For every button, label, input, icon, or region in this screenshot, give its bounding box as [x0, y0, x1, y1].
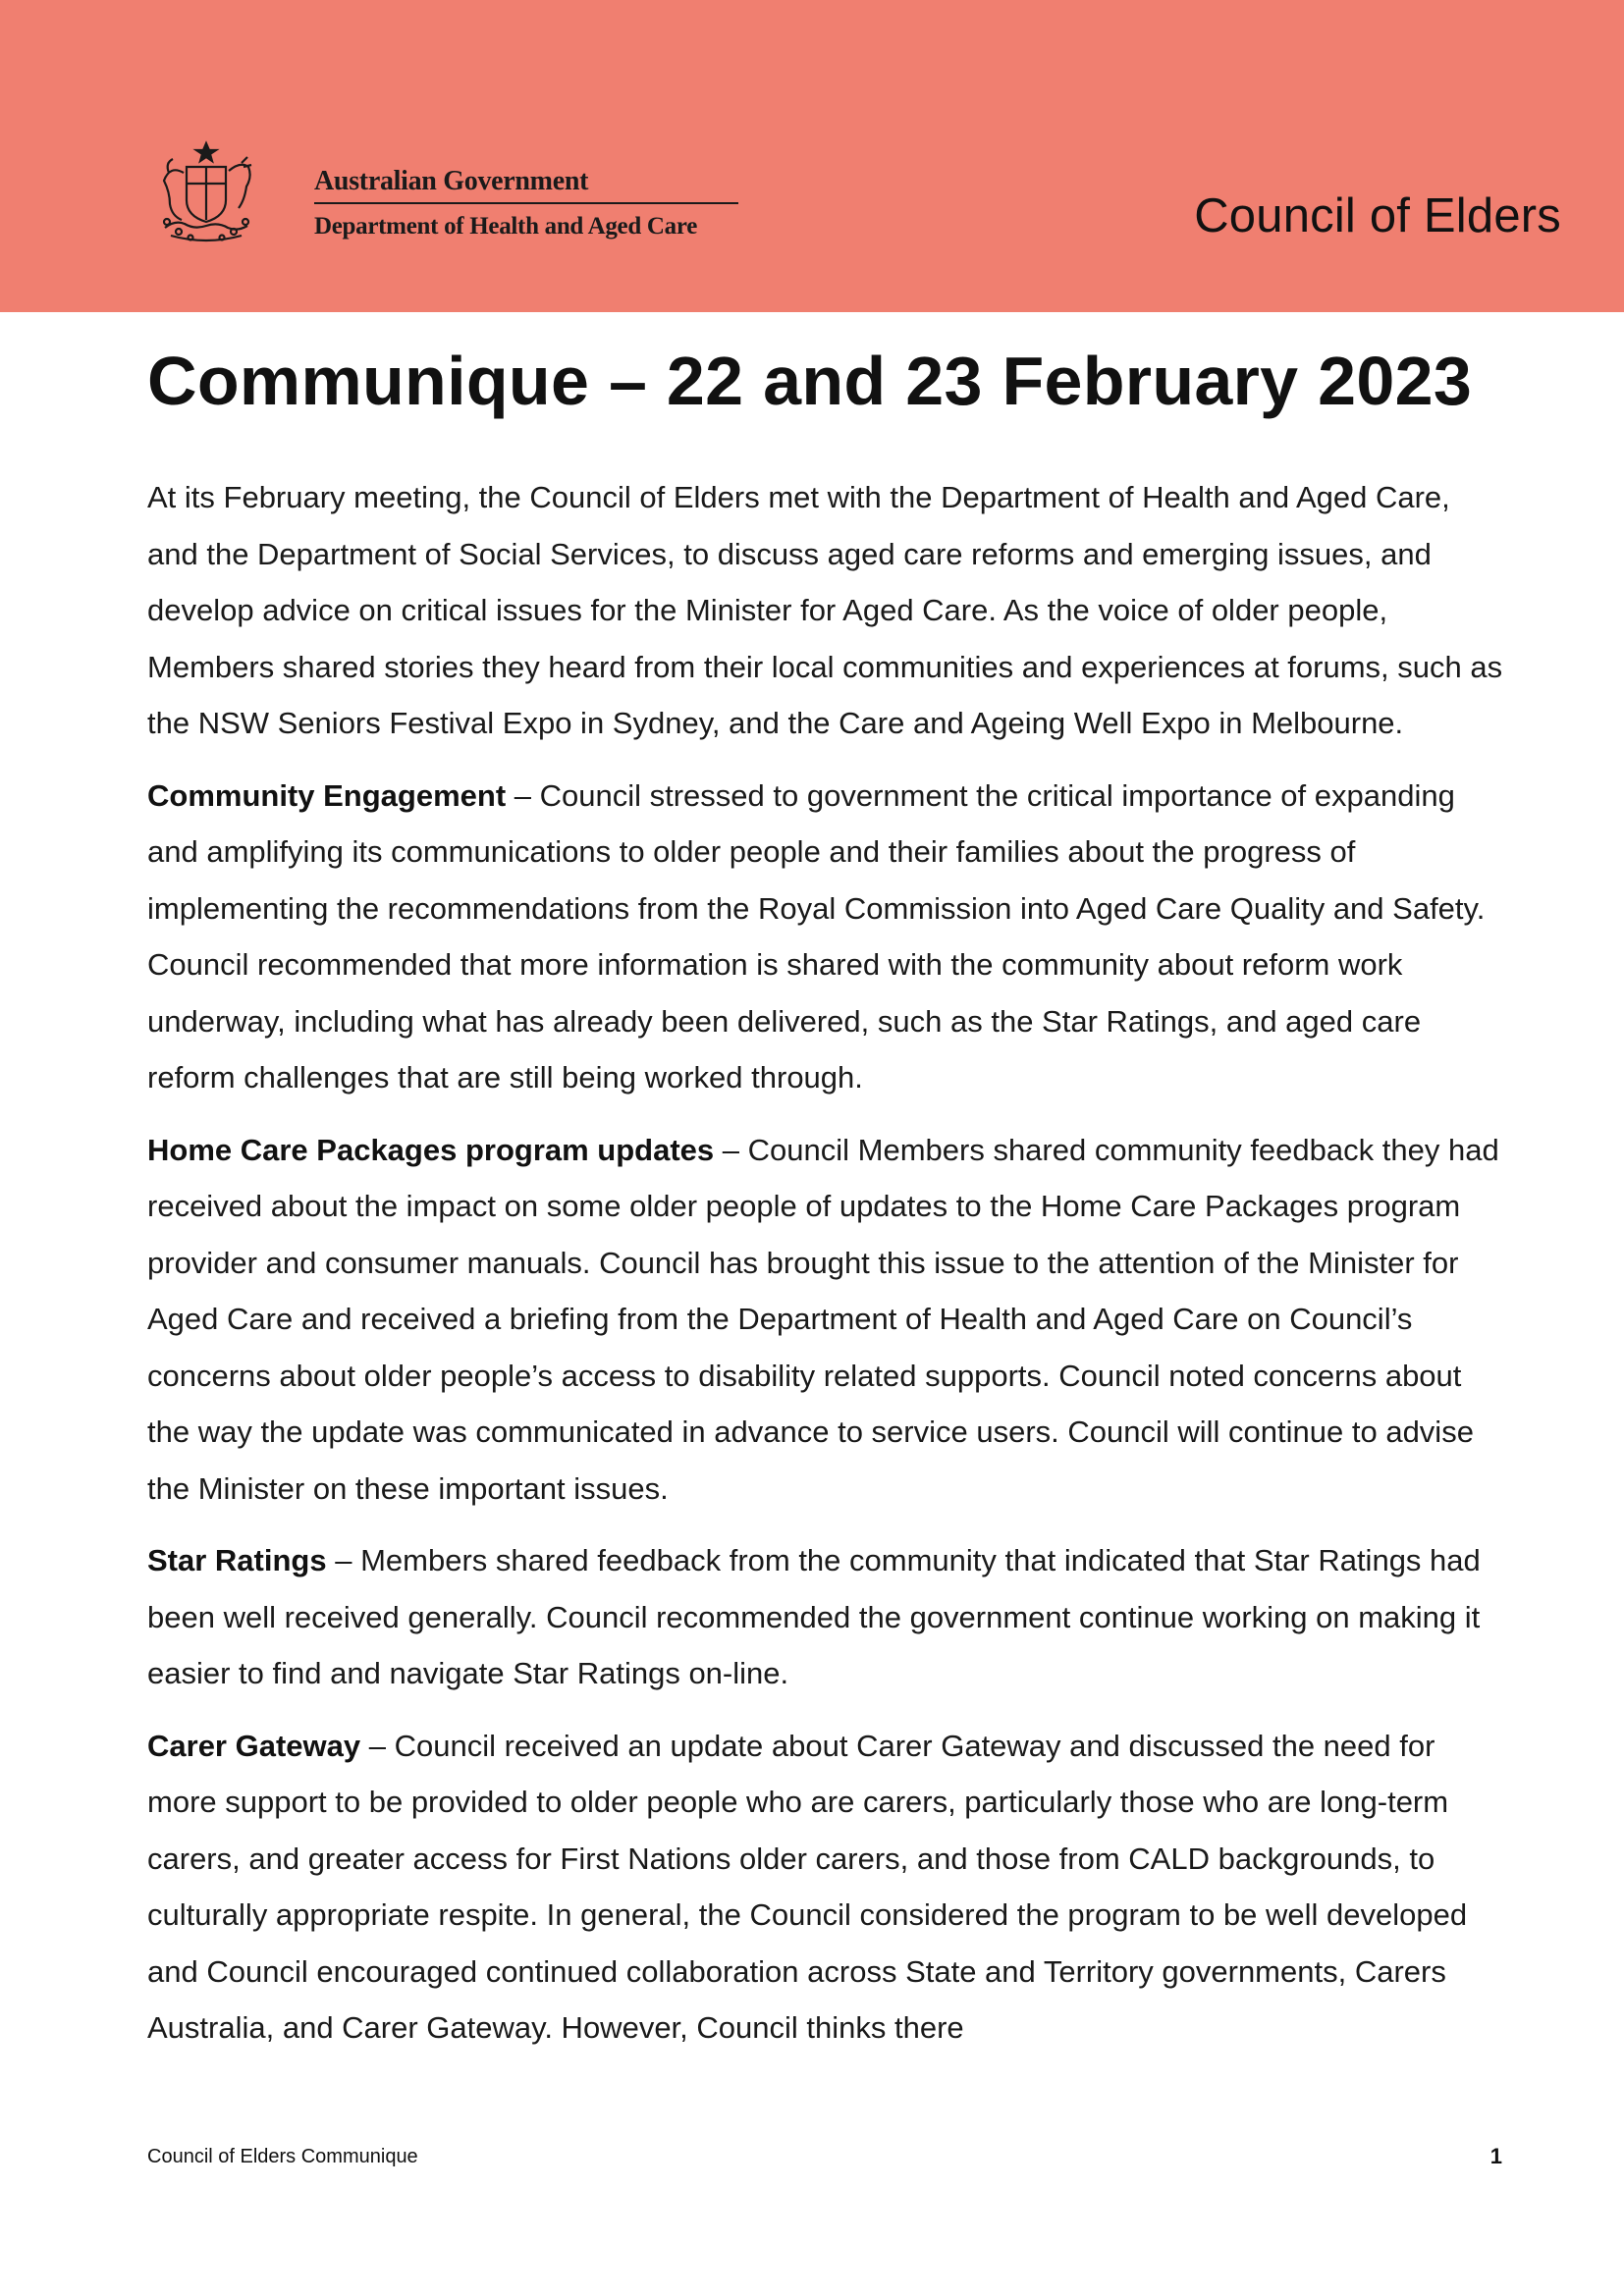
- government-name: Australian Government: [314, 166, 589, 196]
- section-carer-gateway: [147, 1718, 1507, 2056]
- section-heading: Star Ratings: [147, 1543, 327, 1577]
- header-banner: [0, 0, 1624, 312]
- section-text: – Members shared feedback from the community that indicated that Star Ratings had been well received generally. Council recommended the government continue working on making it easier to find and navigate Star Ratings on-line.: [147, 1543, 1481, 1690]
- section-star-ratings: [147, 1532, 1507, 1702]
- section-text: – Council Members shared community feedback they had received about the impact on some older people of updates to the Home Care Packages program provider and consumer manuals. Council has brought this issue to the attention of the Minister for Aged Care and received a briefing from the Department of Health and Aged Care on Council’s concerns about older people’s access to disability related supports. Council noted concerns about the way the update was communicated in advance to service users. Council will continue to advise the Minister on these important issues.: [147, 1132, 1499, 1506]
- intro-paragraph: At its February meeting, the Council of Elders met with the Department of Health and Aged Care, and the Department of Social Services, to discuss aged care reforms and emerging issues, and develop advice on critical issues for the Minister for Aged Care. As the voice of older people, Members shared stories they heard from their local communities and experiences at forums, such as the NSW Seniors Festival Expo in Sydney, and the Care and Ageing Well Expo in Melbourne.: [147, 480, 1503, 740]
- section-home-care-packages: [147, 1122, 1507, 1518]
- page-number: 1: [1489, 2144, 1502, 2168]
- wordmark-divider: [314, 202, 738, 204]
- section-heading: Home Care Packages program updates: [147, 1132, 715, 1167]
- section-heading: Carer Gateway: [147, 1728, 361, 1763]
- document-title: Communique – 22 and 23 February 2023: [147, 343, 1473, 419]
- section-community-engagement: [147, 768, 1507, 1106]
- coat-of-arms-icon: [151, 137, 261, 247]
- department-name: Department of Health and Aged Care: [314, 213, 697, 240]
- section-heading: Community Engagement: [147, 777, 507, 813]
- section-text: – Council stressed to government the critical importance of expanding and amplifying its communications to older people and their families about the progress of implementing the recommendations from the Royal Commission into Aged Care Quality and Safety. Council recommended that more information is shared with the community about reform work underway, including what has already been delivered, such as the Star Ratings, and aged care reform challenges that are still being worked through.: [147, 777, 1486, 1095]
- government-wordmark: [314, 165, 738, 241]
- council-title: Council of Elders: [1194, 189, 1561, 242]
- footer-document-name: Council of Elders Communique: [147, 2146, 418, 2167]
- document-body: [147, 469, 1507, 2072]
- section-text: – Council received an update about Carer Gateway and discussed the need for more support to be provided to older people who are carers, particularly those who are long-term carers, and greater access for First Nations older carers, and those from CALD backgrounds, to culturally appropriate respite. In general, the Council considered the program to be well developed and Council encouraged continued collaboration across State and Territory governments, Carers Australia, and Carer Gateway. However, Council thinks there: [147, 1728, 1468, 2045]
